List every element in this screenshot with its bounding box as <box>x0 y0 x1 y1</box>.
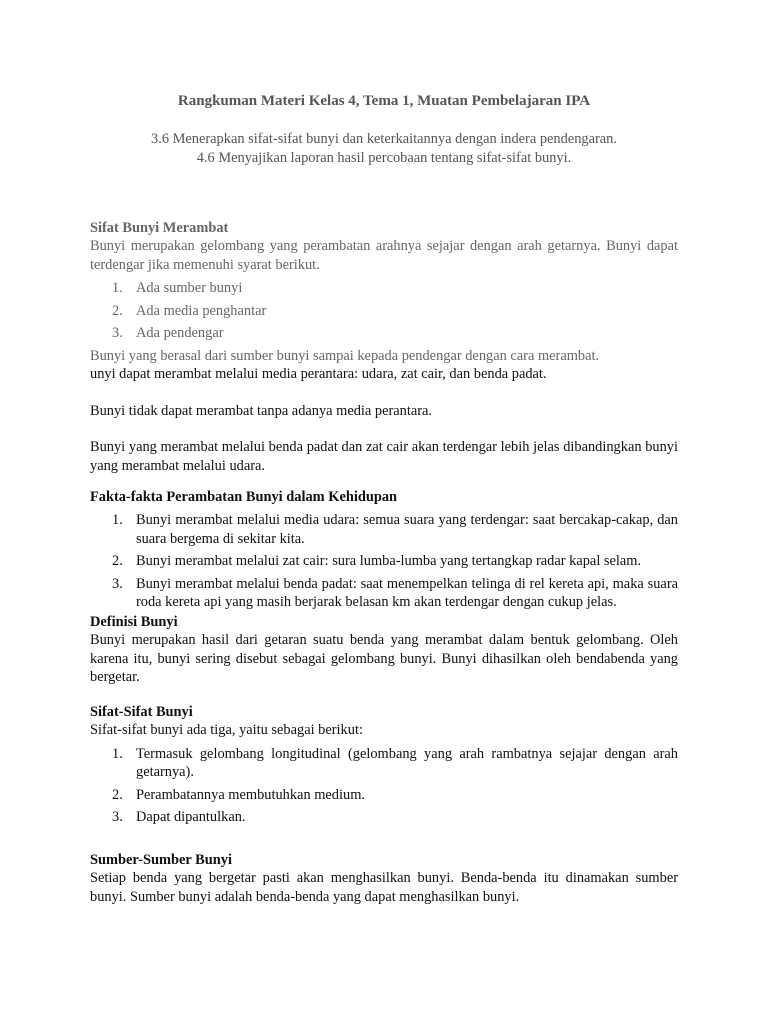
paragraph: Sifat-sifat bunyi ada tiga, yaitu sebagai berikut: <box>90 722 363 738</box>
paragraph: Bunyi merupakan hasil dari getaran suatu benda yang merambat dalam bentuk gelombang. Oleh karena itu, bunyi sering disebut sebagai gelombang bunyi. Bunyi dihasilkan oleh bendabenda yang bergetar. <box>90 632 678 685</box>
section-fakta-perambatan <box>90 488 678 616</box>
section-sumber-bunyi <box>90 851 678 906</box>
paragraph: unyi dapat merambat melalui media perantara: udara, zat cair, dan benda padat. <box>90 366 547 382</box>
section-heading: Definisi Bunyi <box>90 614 178 630</box>
section-heading: Sumber-Sumber Bunyi <box>90 852 232 868</box>
paragraph: Setiap benda yang bergetar pasti akan menghasilkan bunyi. Benda-benda itu dinamakan sumber bunyi. Sumber bunyi adalah benda-benda yang dapat menghasilkan bunyi. <box>90 870 678 905</box>
list-item: 1. Bunyi merambat melalui media udara: semua suara yang terdengar: saat bercakap-cakap, dan suara bergema di sekitar kita. <box>112 512 678 547</box>
facts-list <box>90 511 678 612</box>
list-item: 3. Bunyi merambat melalui benda padat: saat menempelkan telinga di rel kereta api, maka suara roda kereta api yang masih berjarak belasan km akan terdengar dengan cukup jelas. <box>112 575 678 610</box>
list-item: 3. Ada pendengar <box>112 325 224 341</box>
list-item: 1. Ada sumber bunyi <box>112 280 243 296</box>
section-heading: Sifat-Sifat Bunyi <box>90 704 193 720</box>
list-item: 3. Dapat dipantulkan. <box>112 809 246 825</box>
paragraph: Bunyi tidak dapat merambat tanpa adanya media perantara. <box>90 402 433 419</box>
list-item: 1. Termasuk gelombang longitudinal (gelombang yang arah rambatnya sejajar dengan arah getarnya). <box>112 745 678 780</box>
paragraph: Bunyi yang berasal dari sumber bunyi sampai kepada pendengar dengan cara merambat. <box>90 347 600 364</box>
section-sifat-bunyi-merambat <box>90 219 678 475</box>
section-sifat-sifat-bunyi <box>90 703 678 831</box>
list-item: 2. Perambatannya membutuhkan medium. <box>112 786 365 803</box>
paragraph: Bunyi yang merambat melalui benda padat dan zat cair akan terdengar lebih jelas dibandingkan bunyi yang merambat melalui udara. <box>90 439 678 474</box>
page-title: Rangkuman Materi Kelas 4, Tema 1, Muatan Pembelajaran IPA <box>177 93 591 109</box>
section-definisi-bunyi <box>90 613 678 687</box>
objective-line: 4.6 Menyajikan laporan hasil percobaan tentang sifat-sifat bunyi. <box>196 150 572 166</box>
requirements-list <box>90 279 678 343</box>
section-heading: Fakta-fakta Perambatan Bunyi dalam Kehidupan <box>90 489 398 505</box>
properties-list <box>90 745 678 827</box>
section-heading: Sifat Bunyi Merambat <box>90 220 229 236</box>
objective-line: 3.6 Menerapkan sifat-sifat bunyi dan keterkaitannya dengan indera pendengaran. <box>151 131 617 147</box>
list-item: 2. Bunyi merambat melalui zat cair: sura lumba-lumba yang tertangkap radar kapal selam. <box>112 553 642 569</box>
learning-objectives <box>0 130 768 168</box>
list-item: 2. Ada media penghantar <box>112 302 267 319</box>
paragraph: Bunyi merupakan gelombang yang perambatan arahnya sejajar dengan arah getarnya. Bunyi dapat terdengar jika memenuhi syarat berikut. <box>90 238 678 273</box>
